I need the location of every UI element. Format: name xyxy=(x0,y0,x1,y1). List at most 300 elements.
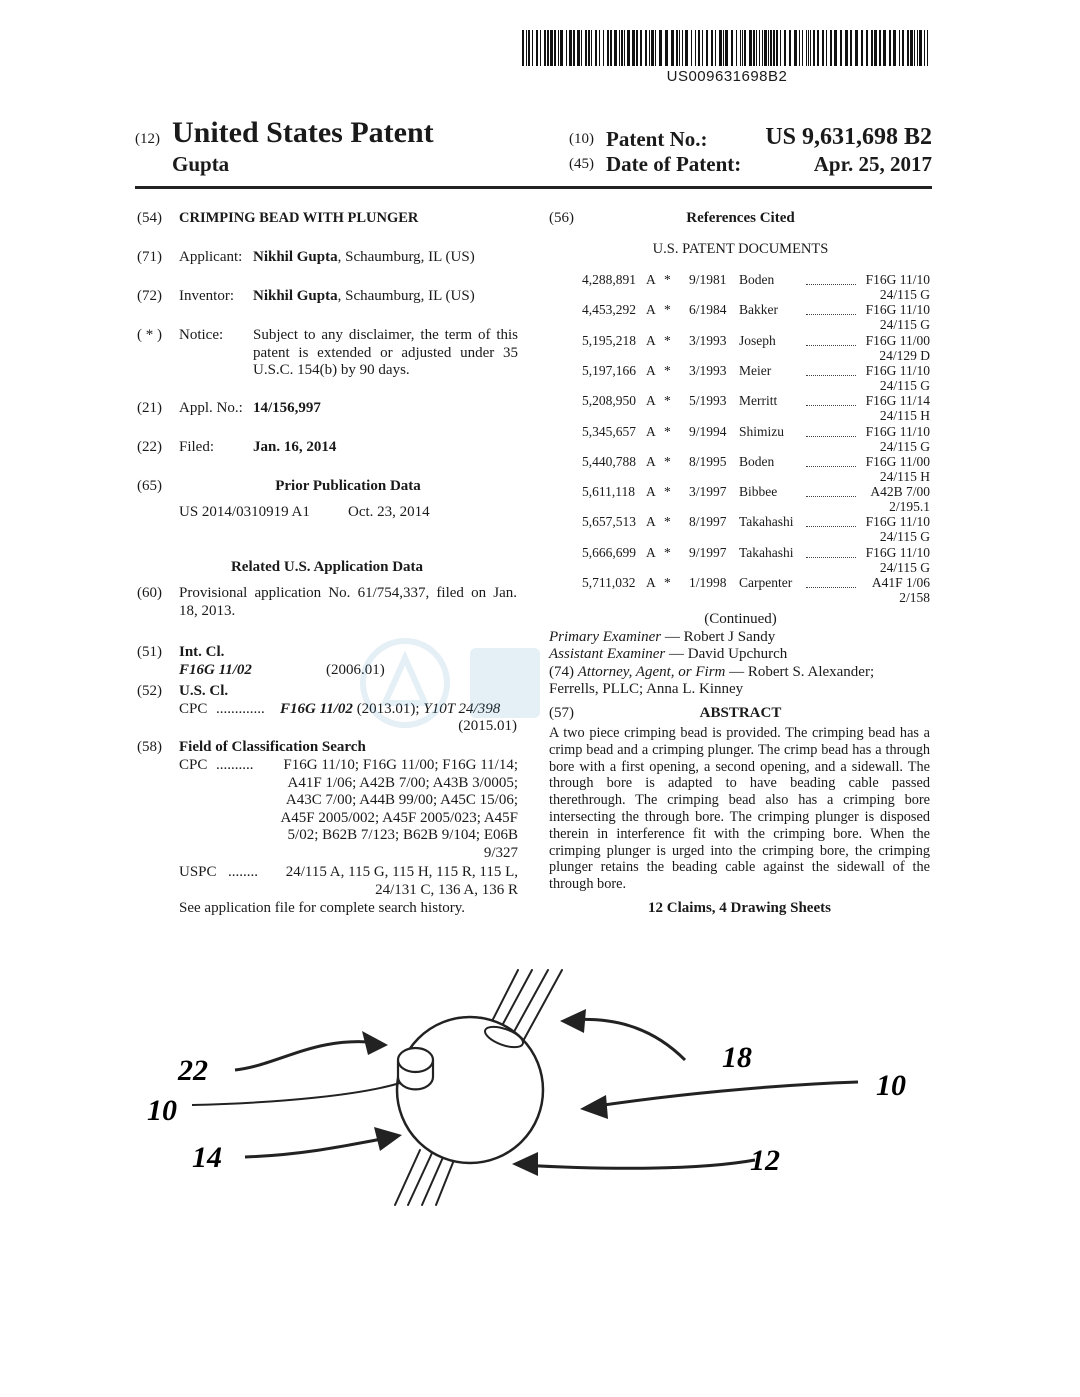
barcode-bar xyxy=(770,30,772,66)
barcode-bar xyxy=(919,30,922,66)
see-application-file: See application file for complete search history. xyxy=(179,900,466,916)
abstract-text: A two piece crimping bead is provided. The crimping bead has a crimp bead and a crimping plunger. The crimp bead has a through bore with a first opening, a second opening, and a sidewall. The through bore is adapted to have beading cable passed therethrough. The crimping bead also has a crimping bore intersecting the through bore. The crimping plunger is disposed therein in interference fit with the crimping bore. When the crimping plunger is urged into the crimping bore, the crimping plunger retains the beading cable against the sidewall of the through bore. xyxy=(549,725,930,893)
barcode-bar xyxy=(817,30,819,66)
arrowhead-10-right xyxy=(580,1095,608,1119)
arrow-14 xyxy=(245,1137,392,1157)
barcode-bar xyxy=(695,30,696,66)
barcode-bar xyxy=(879,30,881,66)
prior-pub-number: US 2014/0310919 A1 xyxy=(179,504,310,520)
label-10-left: 10 xyxy=(147,1094,177,1127)
reference-row xyxy=(548,333,932,363)
barcode-bar xyxy=(719,30,722,66)
cable-bottom-strand-2 xyxy=(408,1153,432,1205)
notice-text: Subject to any disclaimer, the term of this patent is extended or adjusted under 35 U.S.C. 154(b) by 90 days. xyxy=(253,327,518,378)
barcode-bar xyxy=(826,30,827,66)
appl-no-label: Appl. No.: xyxy=(179,400,243,416)
barcode-bar xyxy=(591,30,592,66)
reference-row xyxy=(548,272,932,302)
reference-leader-dots xyxy=(806,367,856,376)
reference-class: F16G 11/10 xyxy=(865,302,930,318)
cpc-main-code: F16G 11/02 xyxy=(280,701,353,717)
assistant-examiner xyxy=(549,646,787,664)
field-22-code: (22) xyxy=(137,439,162,455)
reference-star: * xyxy=(664,544,671,560)
barcode-bar xyxy=(799,30,800,66)
barcode-bar xyxy=(566,30,567,66)
arrow-10-left xyxy=(192,1083,400,1105)
continued-note: (Continued) xyxy=(704,611,777,627)
reference-number: 5,657,513 xyxy=(582,514,636,530)
barcode-bar xyxy=(822,30,824,66)
cpc-dots: ............. xyxy=(216,701,265,717)
reference-class: F16G 11/10 xyxy=(865,423,930,439)
reference-subclass: 24/115 G xyxy=(879,287,930,302)
reference-kind: A xyxy=(646,302,656,318)
related-app-heading: Related U.S. Application Data xyxy=(230,559,424,575)
barcode-bar xyxy=(784,30,786,66)
barcode-bar xyxy=(607,30,609,66)
barcode-bar xyxy=(671,30,674,66)
document-type: United States Patent xyxy=(172,116,434,149)
cpc-main-year: (2013.01); xyxy=(356,701,420,717)
barcode-bar xyxy=(756,30,757,66)
barcode-bar xyxy=(581,30,582,66)
barcode-bar xyxy=(874,30,877,66)
barcode-bar xyxy=(547,30,549,66)
reference-star: * xyxy=(664,332,671,348)
barcode-bar xyxy=(665,30,668,66)
reference-date: 9/1997 xyxy=(689,544,727,560)
label-10-right: 10 xyxy=(876,1069,906,1102)
header-divider xyxy=(135,186,932,189)
reference-date: 3/1993 xyxy=(689,362,727,378)
reference-star: * xyxy=(664,423,671,439)
barcode-bar xyxy=(830,30,832,66)
barcode-bar xyxy=(759,30,760,66)
abstract-heading: ABSTRACT xyxy=(699,705,782,721)
arrowhead-14 xyxy=(374,1127,402,1151)
reference-class: F16G 11/10 xyxy=(865,514,930,530)
barcode-bar xyxy=(808,30,809,66)
reference-number: 5,666,699 xyxy=(582,544,636,560)
provisional-text: Provisional application No. 61/754,337, filed on Jan. 18, 2013. xyxy=(179,585,517,619)
barcode-bar xyxy=(871,30,873,66)
primary-examiner xyxy=(549,629,775,647)
reference-kind: A xyxy=(646,362,656,378)
reference-name: Meier xyxy=(739,362,772,378)
reference-class: A42B 7/00 xyxy=(870,484,930,500)
prior-pub-heading: Prior Publication Data xyxy=(275,478,421,494)
reference-name: Bakker xyxy=(739,302,778,318)
attorney-firm: Ferrells, PLLC; Anna L. Kinney xyxy=(549,681,744,697)
appl-no: 14/156,997 xyxy=(253,400,321,416)
reference-row xyxy=(548,363,932,393)
inventor xyxy=(253,288,475,306)
claims-summary: 12 Claims, 4 Drawing Sheets xyxy=(648,900,831,916)
watermark-logo xyxy=(360,628,550,738)
reference-row xyxy=(548,454,932,484)
reference-star: * xyxy=(664,453,671,469)
barcode-bar xyxy=(573,30,575,66)
field-21-code: (21) xyxy=(137,400,162,416)
barcode-bar xyxy=(893,30,896,66)
search-cpc-label: CPC xyxy=(179,757,208,773)
barcode-bar xyxy=(740,30,741,66)
arrowhead-12 xyxy=(512,1152,538,1176)
attorney xyxy=(549,664,874,682)
field-52-code: (52) xyxy=(137,683,162,699)
barcode-bar xyxy=(780,30,781,66)
int-cl-label: Int. Cl. xyxy=(179,644,225,660)
barcode-bar xyxy=(711,30,713,66)
barcode-bar xyxy=(768,30,769,66)
barcode-bar xyxy=(632,30,635,66)
reference-row xyxy=(548,302,932,332)
inventor-surname: Gupta xyxy=(172,152,230,176)
barcode-bar xyxy=(753,30,755,66)
reference-kind: A xyxy=(646,423,656,439)
date-of-patent-label: Date of Patent: xyxy=(606,152,742,176)
reference-leader-dots xyxy=(806,549,856,558)
assistant-examiner-label: Assistant Examiner xyxy=(549,646,666,662)
reference-leader-dots xyxy=(806,306,856,315)
assistant-examiner-name: — David Upchurch xyxy=(669,646,788,662)
barcode-bar xyxy=(536,30,538,66)
field-65-code: (65) xyxy=(137,478,162,494)
inventor-label: Inventor: xyxy=(179,288,234,304)
notice-code: ( * ) xyxy=(137,327,162,343)
prior-pub-date: Oct. 23, 2014 xyxy=(348,504,430,520)
cable-bottom-strand-4 xyxy=(436,1155,456,1205)
barcode-bar xyxy=(794,30,797,66)
barcode-bar xyxy=(655,30,656,66)
reference-leader-dots xyxy=(806,397,856,406)
barcode-bar xyxy=(659,30,662,66)
barcode-bar xyxy=(702,30,703,66)
barcode-bar xyxy=(595,30,597,66)
cable-bottom-strand-3 xyxy=(422,1155,444,1205)
reference-subclass: 24/115 G xyxy=(879,529,930,545)
reference-class: F16G 11/14 xyxy=(865,393,930,409)
barcode-bar xyxy=(640,30,642,66)
code-10: (10) xyxy=(569,131,594,147)
reference-name: Takahashi xyxy=(739,514,794,530)
barcode-bar xyxy=(742,30,743,66)
barcode-bar xyxy=(855,30,858,66)
notice-label: Notice: xyxy=(179,327,224,343)
reference-number: 5,611,118 xyxy=(582,484,635,500)
barcode-bar xyxy=(532,30,533,66)
reference-class: F16G 11/10 xyxy=(865,544,930,560)
reference-kind: A xyxy=(646,484,656,500)
reference-kind: A xyxy=(646,575,656,590)
applicant-name: Nikhil Gupta xyxy=(253,249,338,265)
reference-name: Carpenter xyxy=(739,575,793,590)
reference-row xyxy=(548,484,932,514)
reference-leader-dots xyxy=(806,276,856,285)
barcode-bar xyxy=(554,30,556,66)
barcode-bar xyxy=(715,30,716,66)
attorney-text: — Robert S. Alexander; xyxy=(729,664,875,680)
reference-star: * xyxy=(664,575,671,590)
search-cpc-text: F16G 11/10; F16G 11/00; F16G 11/14; A41F 1/06; A42B 7/00; A43B 3/0005; A43C 7/00; A44B 99/00; A45C 15/06; A45F 2005/002; A45F 2005/023; A45F 5/02; B62B 7/123; B62B 9/104; E06B 9/327 xyxy=(280,757,518,861)
barcode-bar xyxy=(599,30,600,66)
field-54-code: (54) xyxy=(137,210,162,226)
barcode-bar xyxy=(645,30,647,66)
barcode-bar xyxy=(850,30,852,66)
barcode-bar xyxy=(840,30,842,66)
barcode-bar xyxy=(685,30,688,66)
reference-date: 1/1998 xyxy=(689,575,727,590)
barcode-bar xyxy=(889,30,891,66)
field-57-code: (57) xyxy=(549,705,574,721)
reference-kind: A xyxy=(646,453,656,469)
reference-subclass: 24/115 G xyxy=(879,317,930,333)
label-22: 22 xyxy=(178,1054,208,1087)
barcode-bar xyxy=(544,30,546,66)
reference-leader-dots xyxy=(806,337,856,346)
barcode-bar xyxy=(789,30,791,66)
applicant-label: Applicant: xyxy=(179,249,243,265)
field-56-code: (56) xyxy=(549,210,574,226)
reference-number: 4,288,891 xyxy=(582,272,636,287)
barcode-bar xyxy=(585,30,587,66)
barcode-bar xyxy=(899,30,900,66)
barcode-bar xyxy=(528,30,530,66)
reference-star: * xyxy=(664,514,671,530)
patent-number: US 9,631,698 B2 xyxy=(765,124,932,150)
cpc-label: CPC xyxy=(179,701,208,717)
barcode-bar xyxy=(698,30,700,66)
patent-title: CRIMPING BEAD WITH PLUNGER xyxy=(179,210,419,226)
reference-kind: A xyxy=(646,514,656,530)
reference-leader-dots xyxy=(806,488,856,497)
barcode-bar xyxy=(603,30,604,66)
reference-kind: A xyxy=(646,544,656,560)
reference-star: * xyxy=(664,362,671,378)
barcode-bar xyxy=(651,30,654,66)
barcode-bar xyxy=(621,30,623,66)
barcode-bar xyxy=(558,30,559,66)
cable-bottom-strand-1 xyxy=(395,1150,420,1205)
barcode-bar xyxy=(902,30,904,66)
barcode-bar xyxy=(649,30,650,66)
us-patent-docs-heading: U.S. PATENT DOCUMENTS xyxy=(652,241,829,257)
barcode-bar xyxy=(924,30,925,66)
arrow-10-right xyxy=(590,1082,858,1107)
reference-subclass: 24/115 H xyxy=(879,408,930,424)
reference-date: 9/1981 xyxy=(689,272,727,287)
barcode-bar xyxy=(927,30,928,66)
field-search-heading: Field of Classification Search xyxy=(179,739,366,755)
reference-name: Boden xyxy=(739,453,775,469)
reference-name: Takahashi xyxy=(739,544,794,560)
reference-subclass: 24/115 G xyxy=(879,377,930,393)
barcode-bar xyxy=(806,30,807,66)
label-18: 18 xyxy=(722,1041,752,1074)
reference-star: * xyxy=(664,272,671,287)
inventor-name: Nikhil Gupta xyxy=(253,288,338,304)
reference-number: 5,195,218 xyxy=(582,332,636,348)
filed-label: Filed: xyxy=(179,439,215,455)
barcode-bar xyxy=(725,30,728,66)
reference-name: Bibbee xyxy=(739,484,778,500)
field-74-code: (74) xyxy=(549,664,574,680)
references-heading: References Cited xyxy=(686,210,795,226)
reference-leader-dots xyxy=(806,518,856,527)
reference-class: F16G 11/00 xyxy=(865,453,930,469)
reference-row xyxy=(548,393,932,423)
arrow-12 xyxy=(520,1160,755,1168)
reference-date: 8/1995 xyxy=(689,453,727,469)
arrow-18 xyxy=(570,1019,685,1060)
barcode-bar xyxy=(762,30,763,66)
cpc-second-year: (2015.01) xyxy=(458,718,517,734)
reference-row xyxy=(548,575,932,605)
barcode-bar xyxy=(706,30,708,66)
reference-row xyxy=(548,424,932,454)
barcode-bar xyxy=(834,30,837,66)
applicant xyxy=(253,249,475,267)
barcode-bar xyxy=(619,30,620,66)
inventor-location: , Schaumburg, IL (US) xyxy=(337,288,475,304)
reference-row xyxy=(548,514,932,544)
label-14: 14 xyxy=(192,1141,222,1174)
uspc-text: 24/115 A, 115 G, 115 H, 115 R, 115 L, 24/131 C, 136 A, 136 R xyxy=(285,864,518,898)
arrowhead-22 xyxy=(362,1031,388,1055)
barcode-bar xyxy=(773,30,775,66)
barcode-bar xyxy=(569,30,572,66)
barcode-bar xyxy=(776,30,778,66)
barcode-bar xyxy=(736,30,737,66)
field-72-code: (72) xyxy=(137,288,162,304)
reference-name: Merritt xyxy=(739,393,778,409)
field-51-code: (51) xyxy=(137,644,162,660)
barcode-bar xyxy=(910,30,913,66)
reference-star: * xyxy=(664,393,671,409)
barcode-bar xyxy=(679,30,680,66)
barcode-bar xyxy=(810,30,811,66)
barcode xyxy=(522,30,932,66)
uspc-label: USPC xyxy=(179,864,217,880)
barcode-bar xyxy=(560,30,563,66)
barcode-bar xyxy=(764,30,767,66)
barcode-bar xyxy=(691,30,692,66)
reference-date: 6/1984 xyxy=(689,302,727,318)
reference-subclass: 24/129 D xyxy=(879,347,930,363)
barcode-bar xyxy=(624,30,625,66)
barcode-bar xyxy=(522,30,524,66)
reference-kind: A xyxy=(646,332,656,348)
reference-kind: A xyxy=(646,272,656,287)
barcode-bar xyxy=(845,30,848,66)
barcode-bar xyxy=(526,30,527,66)
reference-date: 9/1994 xyxy=(689,423,727,439)
reference-name: Shimizu xyxy=(739,423,785,439)
reference-class: F16G 11/00 xyxy=(865,332,930,348)
primary-examiner-label: Primary Examiner xyxy=(549,629,662,645)
field-60-code: (60) xyxy=(137,585,162,601)
reference-subclass: 24/115 H xyxy=(879,468,930,484)
reference-class: A41F 1/06 xyxy=(871,575,930,590)
arrow-22 xyxy=(235,1042,380,1070)
reference-subclass: 2/195.1 xyxy=(889,499,930,515)
barcode-bar xyxy=(749,30,752,66)
reference-star: * xyxy=(664,302,671,318)
date-of-patent: Apr. 25, 2017 xyxy=(813,152,932,176)
barcode-bar xyxy=(627,30,630,66)
crimping-plunger xyxy=(398,1048,433,1089)
reference-row xyxy=(548,545,932,575)
reference-subclass: 2/158 xyxy=(899,590,930,605)
int-cl-code: F16G 11/02 xyxy=(179,662,252,678)
reference-number: 5,208,950 xyxy=(582,393,636,409)
reference-kind: A xyxy=(646,393,656,409)
reference-leader-dots xyxy=(806,428,856,437)
reference-star: * xyxy=(664,484,671,500)
reference-leader-dots xyxy=(806,579,856,588)
reference-name: Joseph xyxy=(739,332,776,348)
patent-drawing xyxy=(130,955,940,1215)
field-71-code: (71) xyxy=(137,249,162,265)
reference-name: Boden xyxy=(739,272,775,287)
barcode-bar xyxy=(813,30,815,66)
reference-number: 5,197,166 xyxy=(582,362,636,378)
reference-leader-dots xyxy=(806,458,856,467)
barcode-bar xyxy=(682,30,683,66)
barcode-bar xyxy=(588,30,590,66)
cpc-second-code: Y10T 24/398 xyxy=(423,701,501,717)
int-cl-year: (2006.01) xyxy=(326,662,385,678)
barcode-bar xyxy=(861,30,863,66)
reference-number: 5,711,032 xyxy=(582,575,636,590)
reference-date: 5/1993 xyxy=(689,393,727,409)
barcode-bar xyxy=(540,30,541,66)
barcode-number: US009631698B2 xyxy=(666,68,788,85)
reference-number: 5,345,657 xyxy=(582,423,636,439)
reference-number: 4,453,292 xyxy=(582,302,636,318)
reference-date: 8/1997 xyxy=(689,514,727,530)
barcode-bar xyxy=(636,30,638,66)
barcode-bar xyxy=(731,30,733,66)
barcode-bar xyxy=(723,30,724,66)
reference-class: F16G 11/10 xyxy=(865,272,930,287)
code-45: (45) xyxy=(569,156,594,172)
barcode-bar xyxy=(577,30,580,66)
barcode-bar xyxy=(802,30,803,66)
barcode-bar xyxy=(550,30,553,66)
barcode-bar xyxy=(610,30,612,66)
barcode-bar xyxy=(866,30,868,66)
uspc-dots: ........ xyxy=(228,864,258,880)
arrowhead-18 xyxy=(560,1009,586,1033)
reference-subclass: 24/115 G xyxy=(879,438,930,454)
attorney-label: Attorney, Agent, or Firm xyxy=(577,664,726,680)
reference-number: 5,440,788 xyxy=(582,453,636,469)
us-cl-label: U.S. Cl. xyxy=(179,683,229,699)
reference-class: F16G 11/10 xyxy=(865,362,930,378)
barcode-bar xyxy=(914,30,915,66)
barcode-bar xyxy=(883,30,886,66)
field-58-code: (58) xyxy=(137,739,162,755)
barcode-bar xyxy=(676,30,678,66)
code-12: (12) xyxy=(135,131,160,147)
label-12: 12 xyxy=(750,1144,780,1177)
barcode-bar xyxy=(917,30,918,66)
barcode-bar xyxy=(907,30,909,66)
applicant-location: , Schaumburg, IL (US) xyxy=(337,249,475,265)
filed-date: Jan. 16, 2014 xyxy=(253,439,337,455)
